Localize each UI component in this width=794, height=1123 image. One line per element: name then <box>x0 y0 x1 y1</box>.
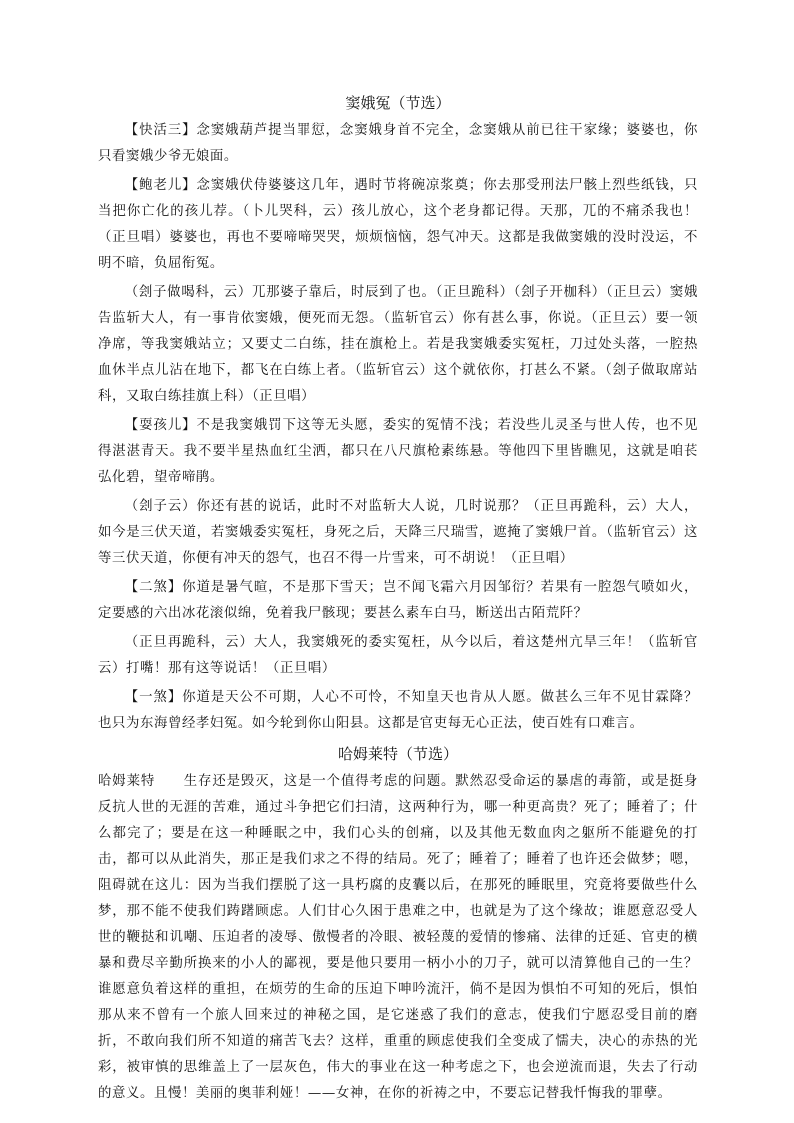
paragraph-hamlet-soliloquy: 哈姆莱特 生存还是毁灭，这是一个值得考虑的问题。默然忍受命运的暴虐的毒箭，或是挺身反抗人世的无涯的苦难，通过斗争把它们扫清，这两种行为，哪一种更高贵？死了；睡着了；什么都完了；要是在这一种睡眠之中，我们心头的创痛，以及其他无数血肉之躯所不能避免的打击，都可以从此消失，那正是我们求之不得的结局。死了；睡着了；睡着了也许还会做梦；嗯，阻碍就在这儿：因为当我们摆脱了这一具朽腐的皮囊以后，在那死的睡眠里，究竟将要做些什么梦，那不能不使我们踌躇顾虑。人们甘心久困于患难之中，也就是为了这个缘故；谁愿意忍受人世的鞭挞和讥嘲、压迫者的凌辱、傲慢者的冷眼、被轻蔑的爱情的惨痛、法律的迁延、官吏的横暴和费尽辛勤所换来的小人的鄙视，要是他只要用一柄小小的刀子，就可以清算他自己的一生？谁愿意负着这样的重担，在烦劳的生命的压迫下呻吟流汗，倘不是因为惧怕不可知的死后，惧怕那从来不曾有一个旅人回来过的神秘之国，是它迷惑了我们的意志，使我们宁愿忍受目前的磨折，不敢向我们所不知道的痛苦飞去？这样，重重的顾虑使我们全变成了懦夫，决心的赤热的光彩，被审慎的思维盖上了一层灰色，伟大的事业在这一种考虑之下，也会逆流而退，失去了行动的意义。且慢！美丽的奥菲利娅！——女神，在你的祈祷之中，不要忘记替我忏悔我的罪孽。 <box>98 774 698 1101</box>
section-title-dou-e-yuan: 窦娥冤（节选） <box>345 94 451 112</box>
paragraph-bao-lao-er: 【鲍老儿】念窦娥伏侍婆婆这几年，遇时节将碗凉浆奠；你去那受刑法尸骸上烈些纸钱，只当把你亡化的孩儿荐。（卜儿哭科，云）孩儿放心，这个老身都记得。天那，兀的不痛杀我也！（正旦唱）婆婆也，再也不要啼啼哭哭，烦烦恼恼，怨气冲天。这都是我做窦娥的没时没运，不明不暗，负屈衔冤。 <box>98 178 698 271</box>
paragraph-kneel-again: （正旦再跪科，云）大人，我窦娥死的委实冤枉，从今以后，着这楚州亢旱三年！（监斩官云）打嘴！那有这等说话！（正旦唱） <box>98 635 698 676</box>
paragraph-shua-hai-er: 【耍孩儿】不是我窦娥罚下这等无头愿，委实的冤情不浅；若没些儿灵圣与世人传，也不见得湛湛青天。我不要半星热血红尘洒，都只在八尺旗枪素练悬。等他四下里皆瞧见，这就是咱苌弘化碧，望帝啼鹃。 <box>98 418 698 485</box>
document-content <box>98 92 698 1110</box>
paragraph-executioner-1: （刽子做喝科，云）兀那婆子靠后，时辰到了也。（正旦跪科）（刽子开枷科）（正旦云）窦娥告监斩大人，有一事肯依窦娥，便死而无怨。（监斩官云）你有甚么事，你说。（正旦云）要一领净席，等我窦娥站立；又要丈二白练，挂在旗枪上。若是我窦娥委实冤枉，刀过处头落，一腔热血休半点儿沾在地下，都飞在白练上者。（监斩官云）这个就依你，打甚么不紧。（刽子做取席站科，又取白练挂旗上科）（正旦唱） <box>98 285 698 404</box>
section-title-hamlet: 哈姆莱特（节选） <box>337 745 458 763</box>
paragraph-er-sha: 【二煞】你道是暑气暄，不是那下雪天；岂不闻飞霜六月因邹衍？若果有一腔怨气喷如火，定要感的六出冰花滚似绵，免着我尸骸现；要甚么素车白马，断送出古陌荒阡？ <box>98 580 698 621</box>
paragraph-executioner-2: （刽子云）你还有甚的说话，此时不对监斩大人说，几时说那？（正旦再跪科，云）大人，如今是三伏天道，若窦娥委实冤枉，身死之后，天降三尺瑞雪，遮掩了窦娥尸首。（监斩官云）这等三伏天道，你便有冲天的怨气，也召不得一片雪来，可不胡说！（正旦唱） <box>98 499 698 566</box>
paragraph-kuai-huo-san: 【快活三】念窦娥葫芦提当罪愆，念窦娥身首不完全，念窦娥从前已往干家缘；婆婆也，你只看窦娥少爷无娘面。 <box>98 123 698 164</box>
paragraph-yi-sha: 【一煞】你道是天公不可期，人心不可怜，不知皇天也肯从人愿。做甚么三年不见甘霖降？也只为东海曾经孝妇冤。如今轮到你山阳县。这都是官吏每无心正法，使百姓有口难言。 <box>98 690 698 731</box>
